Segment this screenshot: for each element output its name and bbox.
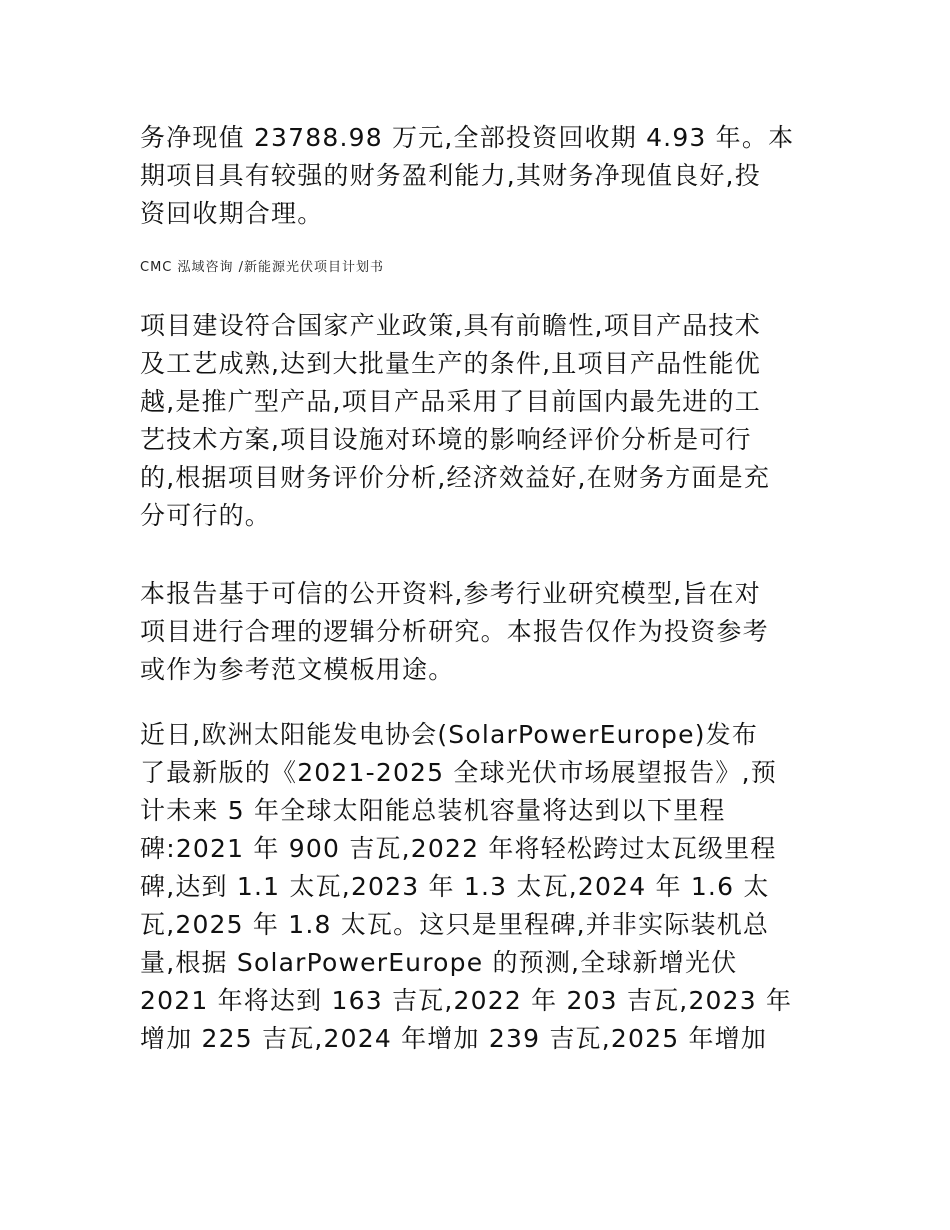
- text-line: 量,根据 SolarPowerEurope 的预测,全球新增光伏: [140, 948, 738, 977]
- text-line: 艺技术方案,项目设施对环境的影响经评价分析是可行: [140, 425, 752, 454]
- text-line: 或作为参考范文模板用途。: [140, 655, 455, 684]
- text-line: 了最新版的《2021-2025 全球光伏市场展望报告》,预: [140, 758, 777, 787]
- text-line: 增加 225 吉瓦,2024 年增加 239 吉瓦,2025 年增加: [140, 1024, 768, 1053]
- text-line: 项目建设符合国家产业政策,具有前瞻性,项目产品技术: [140, 311, 761, 340]
- paragraph-npv-summary: [140, 119, 820, 233]
- text-line: 本报告基于可信的公开资料,参考行业研究模型,旨在对: [140, 579, 761, 608]
- paragraph-feasibility: [140, 307, 820, 535]
- text-line: 瓦,2025 年 1.8 太瓦。这只是里程碑,并非实际装机总: [140, 910, 770, 939]
- paragraph-disclaimer: [140, 575, 820, 689]
- text-line: 资回收期合理。: [140, 199, 324, 228]
- text-line: 碑,达到 1.1 太瓦,2023 年 1.3 太瓦,2024 年 1.6 太: [140, 872, 770, 901]
- text-line: 计未来 5 年全球太阳能总装机容量将达到以下里程: [140, 796, 726, 825]
- text-line: 项目进行合理的逻辑分析研究。本报告仅作为投资参考: [140, 617, 769, 646]
- running-header: CMC 泓域咨询 /新能源光伏项目计划书: [140, 260, 385, 275]
- text-line: 越,是推广型产品,项目产品采用了目前国内最先进的工: [140, 387, 761, 416]
- paragraph-market-outlook: [140, 716, 820, 1058]
- text-line: 碑:2021 年 900 吉瓦,2022 年将轻松跨过太瓦级里程: [140, 834, 777, 863]
- text-line: 期项目具有较强的财务盈利能力,其财务净现值良好,投: [140, 161, 761, 190]
- text-line: 及工艺成熟,达到大批量生产的条件,且项目产品性能优: [140, 349, 761, 378]
- text-line: 近日,欧洲太阳能发电协会(SolarPowerEurope)发布: [140, 720, 759, 749]
- text-line: 务净现值 23788.98 万元,全部投资回收期 4.93 年。本: [140, 123, 795, 152]
- text-line: 2021 年将达到 163 吉瓦,2022 年 203 吉瓦,2023 年: [140, 986, 793, 1015]
- text-line: 的,根据项目财务评价分析,经济效益好,在财务方面是充: [140, 463, 771, 492]
- text-line: 分可行的。: [140, 501, 272, 530]
